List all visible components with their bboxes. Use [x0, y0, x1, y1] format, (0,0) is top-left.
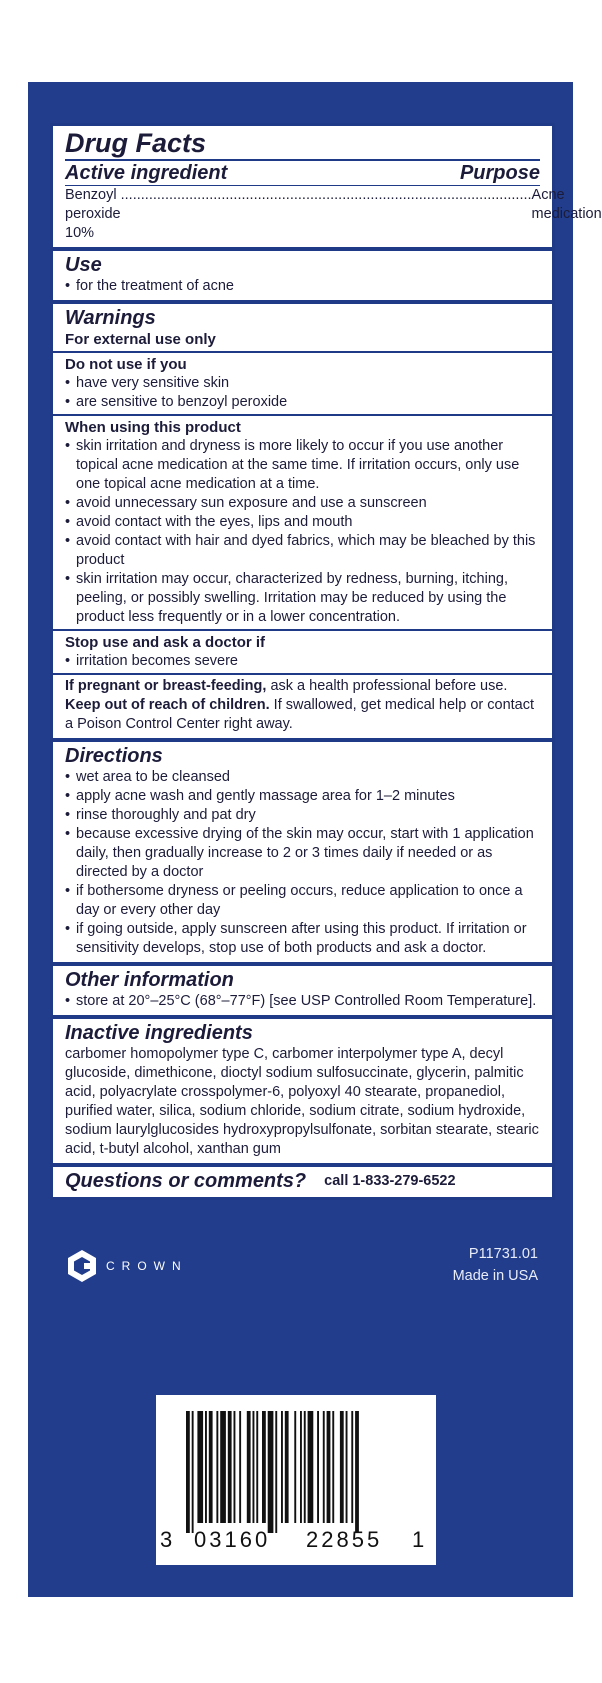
inactive-section [53, 1019, 552, 1167]
when-using-item: • skin irritation and dryness is more likely to occur if you use another topical acne medication at the same time. If irritation occurs, only use one topical acne medication at a time. [65, 437, 540, 494]
when-using-item: • skin irritation may occur, characterized by redness, burning, itching, peeling, or possibly swelling. Irritation may be reduced by using the product less frequently or in a lower concentration. [65, 570, 540, 627]
stop-use-heading: Stop use and ask a doctor if [65, 634, 266, 651]
barcode-bar [346, 1411, 348, 1523]
active-ingredient-heading: Active ingredient [65, 162, 228, 184]
barcode-bar [209, 1411, 213, 1523]
crown-hex-icon [64, 1248, 100, 1284]
barcode-bar [294, 1411, 296, 1523]
do-not-use-item: • are sensitive to benzoyl peroxide [65, 393, 540, 412]
barcode-bar [285, 1411, 289, 1523]
barcode-bar [317, 1411, 319, 1523]
do-not-use-item: • have very sensitive skin [65, 374, 540, 393]
questions-section [53, 1167, 552, 1197]
questions-phone: call 1-833-279-6522 [324, 1172, 456, 1189]
barcode-left-group: 03160 [194, 1527, 271, 1552]
when-using-item: • avoid contact with the eyes, lips and mouth [65, 513, 540, 532]
barcode-bar [220, 1411, 226, 1523]
use-heading: Use [65, 254, 102, 276]
barcode-bar [300, 1411, 302, 1523]
barcode-bar [281, 1411, 283, 1523]
purpose-heading: Purpose [459, 162, 540, 184]
barcode-bar [268, 1411, 274, 1533]
barcode-right-group: 22855 [306, 1527, 383, 1552]
barcode-bar [262, 1411, 266, 1523]
when-using-item: • avoid contact with hair and dyed fabrics, which may be bleached by this product [65, 532, 540, 570]
barcode-bar [308, 1411, 314, 1523]
directions-heading: Directions [65, 745, 163, 767]
drug-facts-title: Drug Facts [65, 128, 207, 158]
use-item: • for the treatment of acne [65, 277, 540, 296]
drug-facts-box [50, 123, 602, 1200]
barcode-bar [205, 1411, 207, 1523]
directions-item: • apply acne wash and gently massage area for 1–2 minutes [65, 787, 540, 806]
directions-item: • if bothersome dryness or peeling occurs, reduce application to once a day or every other day [65, 882, 540, 920]
stop-use-item: • irritation becomes severe [65, 652, 540, 671]
barcode-bar [256, 1411, 258, 1523]
use-section [53, 251, 552, 304]
external-use: For external use only [65, 331, 216, 348]
barcode-bar [247, 1411, 251, 1523]
directions-item: • because excessive drying of the skin may occur, start with 1 application daily, then gradually increase to 2 or 3 times daily if needed or as directed by a doctor [65, 825, 540, 882]
warnings-section [53, 304, 552, 742]
barcode-bar [332, 1411, 334, 1523]
barcode-bar [304, 1411, 306, 1523]
warnings-heading: Warnings [65, 307, 156, 329]
brand-name: CROWN [106, 1259, 188, 1273]
directions-item: • if going outside, apply sunscreen after using this product. If irritation or sensitivity develops, stop use of both products and ask a doctor. [65, 920, 540, 958]
product-code: P11731.01 [468, 1246, 538, 1262]
other-info-section [53, 966, 552, 1019]
made-in: Made in USA [452, 1268, 538, 1284]
barcode-bar [355, 1411, 359, 1533]
questions-heading: Questions or comments? [65, 1170, 307, 1192]
barcode-check-digit: 1 [412, 1527, 425, 1552]
barcode-bar [197, 1411, 203, 1523]
inactive-heading: Inactive ingredients [65, 1022, 253, 1044]
purpose: Acne medication [531, 187, 602, 222]
barcode-bar [216, 1411, 218, 1523]
barcode [156, 1395, 436, 1565]
barcode-bar [327, 1411, 331, 1523]
other-info-item: • store at 20°–25°C (68°–77°F) [see USP Controlled Room Temperature]. [65, 992, 540, 1011]
barcode-bar [351, 1411, 353, 1523]
directions-item: • rinse thoroughly and pat dry [65, 806, 540, 825]
other-info-heading: Other information [65, 969, 234, 991]
inactive-ingredients: carbomer homopolymer type C, carbomer interpolymer type A, decyl glucoside, dimethicone, dioctyl sodium sulfosuccinate, glycerin, palmitic acid, polyacrylate crosspolymer-6, polyoxyl 40 stearate, propanediol, purified water, silica, sodium chloride, sodium citrate, sodium hydroxide, sodium laurylglucosides hydroxypropylsulfonate, sorbitan stearate, stearic acid, t-butyl alcohol, xanthan gum [65, 1046, 539, 1157]
barcode-bar [323, 1411, 325, 1523]
barcode-bar [239, 1411, 241, 1523]
barcode-bar [275, 1411, 277, 1533]
barcode-first-digit: 3 [160, 1527, 173, 1552]
barcode-bar [253, 1411, 255, 1523]
when-using-heading: When using this product [65, 419, 241, 436]
directions-item: • wet area to be cleansed [65, 768, 540, 787]
barcode-bar [340, 1411, 344, 1523]
when-using-item: • avoid unnecessary sun exposure and use a sunscreen [65, 494, 540, 513]
do-not-use-heading: Do not use if you [65, 356, 187, 373]
children-warning: Keep out of reach of children. If swallowed, get medical help or contact a Poison Control Center right away. [65, 697, 534, 732]
barcode-bar [192, 1411, 194, 1533]
barcode-bar [228, 1411, 232, 1523]
crown-logo [64, 1248, 188, 1284]
barcode-bar [186, 1411, 190, 1533]
pregnant-warning: If pregnant or breast-feeding, ask a health professional before use. [65, 678, 508, 694]
active-section: Drug Facts Active ingredient Purpose Benzoyl peroxide 10% ...................................................................................................... Acne medication [53, 126, 552, 251]
active-ingredient: Benzoyl peroxide 10% [65, 187, 121, 241]
directions-section [53, 742, 552, 966]
barcode-bar [234, 1411, 236, 1523]
